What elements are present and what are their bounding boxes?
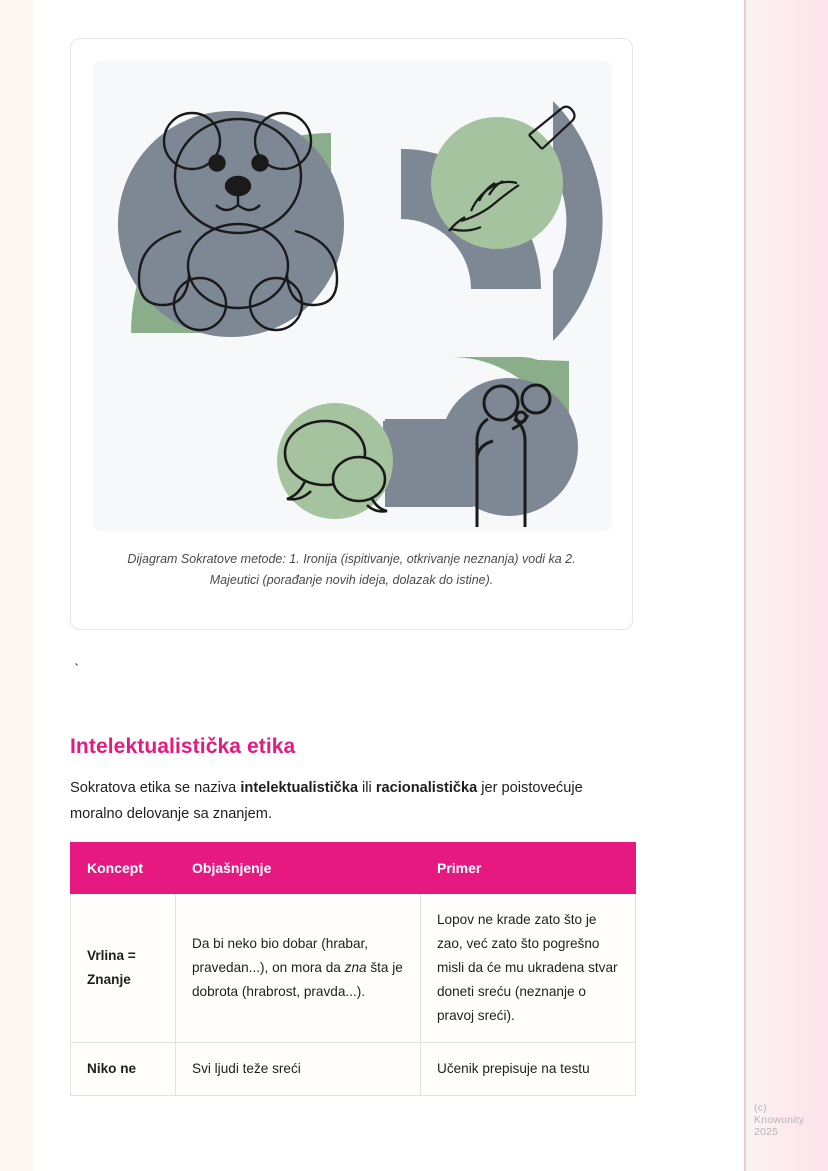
right-margin-strip [746, 0, 828, 1171]
row-2-concept: Niko ne [71, 1043, 176, 1096]
row-1-explanation-post: šta je dobrota (hrabrost, pravda...). [192, 960, 403, 999]
table-header-example: Primer [421, 843, 636, 894]
row-1-explanation-pre: Da bi neko bio dobar (hrabar, pravedan...), on mora da [192, 936, 369, 975]
figure-caption: Dijagram Sokratove metode: 1. Ironija (ispitivanje, otkrivanje neznanja) vodi ka 2. Majeutici (porađanje novih ideja, dolazak do istine). [127, 552, 576, 587]
table-row [71, 894, 636, 1043]
paragraph-bold-2: racionalistička [375, 779, 478, 796]
row-2-explanation: Svi ljudi teže sreći [176, 1043, 421, 1096]
figure-card [70, 38, 633, 630]
table-header-row [71, 843, 636, 894]
diagram-svg [93, 61, 612, 531]
row-1-explanation-italic: zna [344, 960, 367, 975]
paragraph-part-3: jer poistovećuje moralno delovanje sa znanjem. [70, 779, 583, 822]
right-margin-rule [744, 0, 746, 1171]
watermark: (c) Knowunity 2025 [754, 1102, 805, 1138]
stray-backtick: ` [72, 662, 82, 679]
thinking-person-circle [440, 378, 578, 516]
table-header-explanation: Objašnjenje [176, 843, 421, 894]
concepts-table [70, 842, 636, 1096]
row-1-concept: Vrlina = Znanje [71, 894, 176, 1043]
row-1-explanation [176, 894, 421, 1043]
row-2-example: Učenik prepisuje na testu [421, 1043, 636, 1096]
paragraph-part-1: Sokratova etika se naziva [70, 779, 241, 796]
table-row [71, 1043, 636, 1096]
intro-paragraph [70, 775, 637, 827]
paragraph-bold-1: intelektualistička [240, 779, 358, 796]
page-title: Intelektualistička etika [70, 735, 296, 759]
socratic-method-diagram [93, 61, 612, 531]
row-1-example: Lopov ne krade zato što je zao, već zato što pogrešno misli da će mu ukradena stvar doneti sreću (neznanje o pravoj sreći). [421, 894, 636, 1043]
left-margin-strip [0, 0, 33, 1171]
paragraph-part-2: ili [357, 779, 376, 796]
document-content [70, 0, 805, 1171]
table-header-concept: Koncept [71, 843, 176, 894]
